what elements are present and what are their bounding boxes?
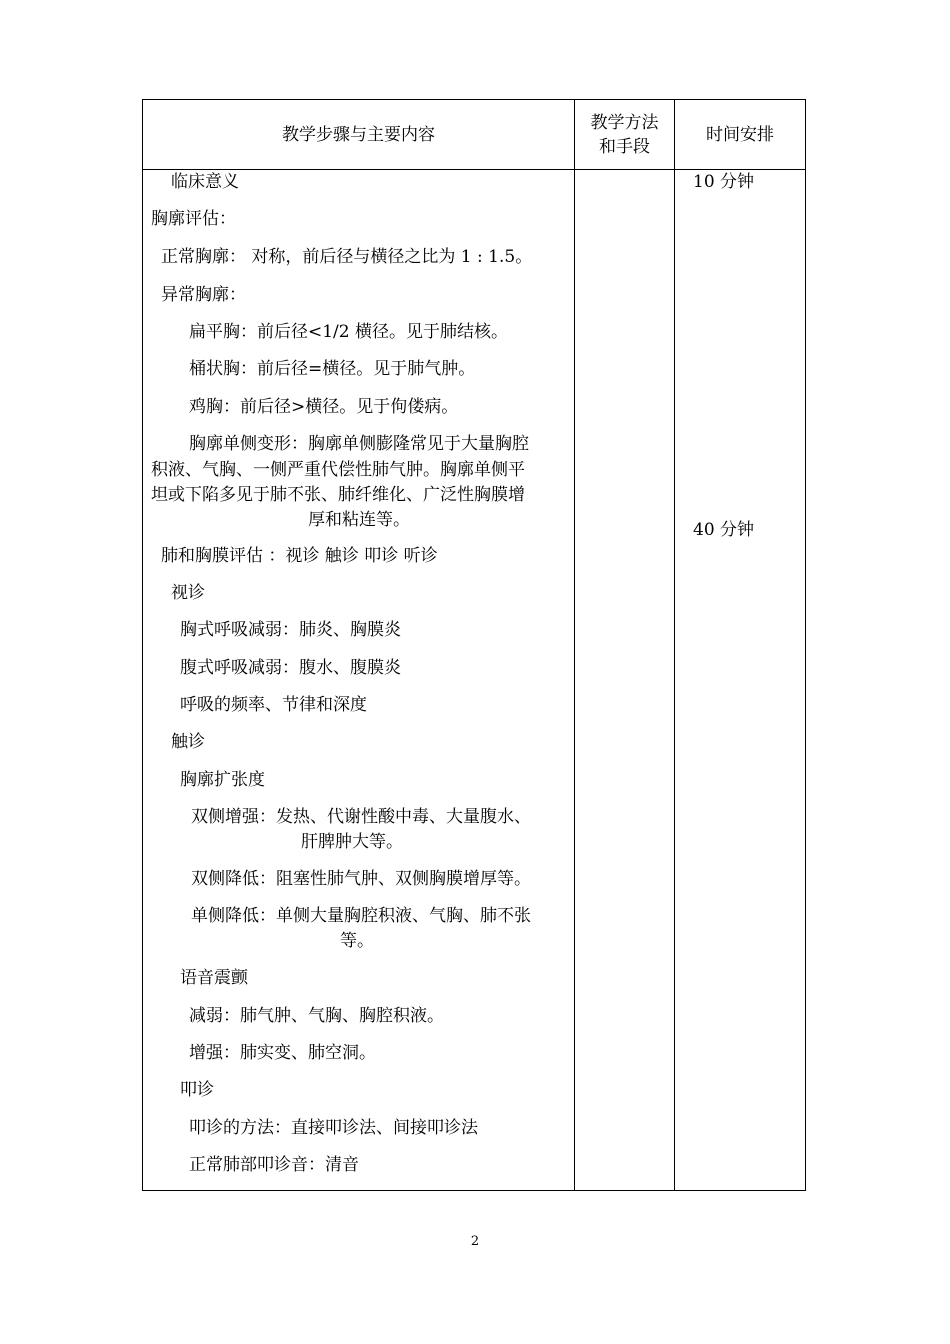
content-line: 增强：肺实变、肺空洞。 <box>189 1043 376 1063</box>
header-time: 时间安排 <box>675 100 806 170</box>
content-line: 胸式呼吸减弱：肺炎、胸膜炎 <box>180 620 401 640</box>
content-line: 扁平胸：前后径<1/2 横径。见于肺结核。 <box>189 322 509 342</box>
header-content: 教学步骤与主要内容 <box>143 100 575 170</box>
content-line: 正常胸廓： 对称，前后径与横径之比为 1 : 1.5。 <box>161 247 533 267</box>
method-cell <box>575 170 675 1191</box>
content-line: 叩诊的方法：直接叩诊法、间接叩诊法 <box>189 1118 478 1138</box>
content-line: 呼吸的频率、节律和深度 <box>180 695 367 715</box>
content-line: 坦或下陷多见于肺不张、肺纤维化、广泛性胸膜增 <box>151 485 525 505</box>
time-cell <box>675 170 806 1191</box>
table-header-row <box>143 100 806 170</box>
content-line: 语音震颤 <box>180 968 248 988</box>
content-line: 减弱：肺气肿、气胸、胸腔积液。 <box>189 1006 444 1026</box>
content-line: 胸廓评估： <box>151 209 236 229</box>
content-line: 桶状胸：前后径=横径。见于肺气肿。 <box>189 359 476 379</box>
content-line: 单侧降低：单侧大量胸腔积液、气胸、肺不张 <box>191 906 531 926</box>
content-line: 正常肺部叩诊音：清音 <box>189 1155 359 1175</box>
time-entry: 10 分钟 <box>693 172 755 192</box>
content-line: 双侧增强：发热、代谢性酸中毒、大量腹水、 <box>191 807 531 827</box>
header-method-line2: 和手段 <box>599 136 650 157</box>
page-number: 2 <box>470 1234 480 1249</box>
content-line: 视诊 <box>171 583 205 603</box>
content-line: 肺和胸膜评估 ：视诊 触诊 叩诊 听诊 <box>161 546 438 566</box>
content-cell <box>143 170 575 1191</box>
lesson-plan-table <box>142 99 806 1191</box>
content-line: 胸廓单侧变形：胸廓单侧膨隆常见于大量胸腔 <box>189 434 529 454</box>
content-line: 厚和粘连等。 <box>308 510 410 530</box>
content-line: 叩诊 <box>180 1080 214 1100</box>
header-method-line1: 教学方法 <box>590 112 659 133</box>
table-body-row <box>143 170 806 1191</box>
content-line: 临床意义 <box>171 172 239 192</box>
content-line: 等。 <box>340 931 374 951</box>
content-line: 胸廓扩张度 <box>180 770 265 790</box>
content-line: 积液、气胸、一侧严重代偿性肺气肿。胸廓单侧平 <box>151 460 525 480</box>
content-line: 腹式呼吸减弱：腹水、腹膜炎 <box>180 658 401 678</box>
content-line: 肝脾肿大等。 <box>301 832 403 852</box>
time-entry: 40 分钟 <box>693 520 755 540</box>
content-line: 双侧降低：阻塞性肺气肿、双侧胸膜增厚等。 <box>191 869 531 889</box>
content-line: 触诊 <box>171 732 205 752</box>
content-line: 鸡胸：前后径>横径。见于佝偻病。 <box>189 397 459 417</box>
header-method <box>575 100 675 170</box>
content-line: 异常胸廓： <box>161 285 246 305</box>
